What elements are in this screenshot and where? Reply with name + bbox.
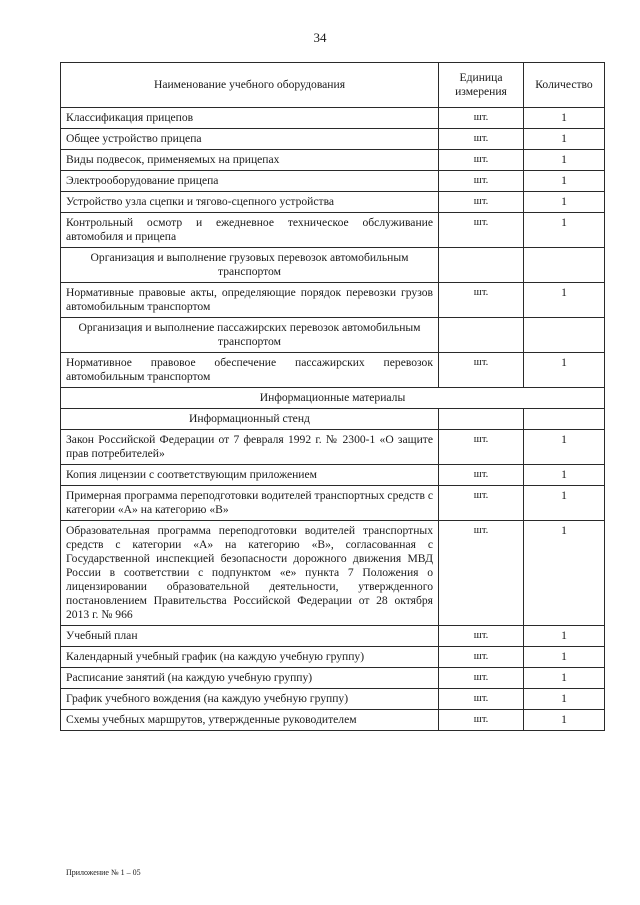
item-quantity: 1 — [524, 353, 605, 388]
item-unit: шт. — [439, 283, 524, 318]
table-row — [61, 465, 605, 486]
subsection-heading: Информационный стенд — [61, 409, 439, 430]
item-unit: шт. — [439, 213, 524, 248]
item-name: Копия лицензии с соответствующим приложением — [61, 465, 439, 486]
item-quantity: 1 — [524, 521, 605, 626]
item-quantity: 1 — [524, 192, 605, 213]
section-row — [61, 318, 605, 353]
header-quantity: Количество — [524, 63, 605, 108]
table-row — [61, 668, 605, 689]
footer-note: Приложение № 1 – 05 — [66, 868, 141, 877]
item-quantity: 1 — [524, 710, 605, 731]
table-row — [61, 353, 605, 388]
table-row — [61, 213, 605, 248]
item-name: График учебного вождения (на каждую учебную группу) — [61, 689, 439, 710]
item-quantity: 1 — [524, 689, 605, 710]
table-row — [61, 192, 605, 213]
item-unit: шт. — [439, 647, 524, 668]
item-quantity: 1 — [524, 465, 605, 486]
section-heading: Организация и выполнение грузовых перевозок автомобильным транспортом — [61, 248, 439, 283]
item-quantity: 1 — [524, 283, 605, 318]
item-unit: шт. — [439, 430, 524, 465]
item-name: Электрооборудование прицепа — [61, 171, 439, 192]
item-unit — [439, 409, 524, 430]
item-unit: шт. — [439, 353, 524, 388]
item-name: Закон Российской Федерации от 7 февраля 1992 г. № 2300-1 «О защите прав потребителей» — [61, 430, 439, 465]
item-quantity — [524, 248, 605, 283]
item-unit: шт. — [439, 710, 524, 731]
table-row — [61, 521, 605, 626]
item-name: Расписание занятий (на каждую учебную группу) — [61, 668, 439, 689]
item-quantity: 1 — [524, 626, 605, 647]
item-unit — [439, 318, 524, 353]
table-row — [61, 486, 605, 521]
item-quantity: 1 — [524, 486, 605, 521]
item-unit: шт. — [439, 465, 524, 486]
item-name: Образовательная программа переподготовки водителей транспортных средств с категории «А» на категорию «В», согласованная с Государственной инспекцией безопасности дорожного движения МВД России в соответствии с подпунктом «е» пункта 7 Положения о лицензировании образовательной деятельности, утвержденного постановлением Правительства Российской Федерации от 28 октября 2013 г. № 966 — [61, 521, 439, 626]
item-name: Классификация прицепов — [61, 108, 439, 129]
table-header-row — [61, 63, 605, 108]
table-row — [61, 108, 605, 129]
item-quantity: 1 — [524, 108, 605, 129]
header-unit: Единица измерения — [439, 63, 524, 108]
item-name: Устройство узла сцепки и тягово-сцепного устройства — [61, 192, 439, 213]
item-name: Виды подвесок, применяемых на прицепах — [61, 150, 439, 171]
item-name: Общее устройство прицепа — [61, 129, 439, 150]
table-row — [61, 710, 605, 731]
item-unit: шт. — [439, 486, 524, 521]
table-row — [61, 283, 605, 318]
item-unit — [439, 248, 524, 283]
section-row — [61, 409, 605, 430]
item-unit: шт. — [439, 192, 524, 213]
table-row — [61, 430, 605, 465]
item-unit: шт. — [439, 129, 524, 150]
table-row — [61, 171, 605, 192]
item-name: Нормативное правовое обеспечение пассажирских перевозок автомобильным транспортом — [61, 353, 439, 388]
item-quantity: 1 — [524, 430, 605, 465]
header-name: Наименование учебного оборудования — [61, 63, 439, 108]
item-quantity: 1 — [524, 647, 605, 668]
item-unit: шт. — [439, 626, 524, 647]
table-row — [61, 689, 605, 710]
item-quantity: 1 — [524, 213, 605, 248]
equipment-table — [60, 62, 605, 731]
item-name: Нормативные правовые акты, определяющие порядок перевозки грузов автомобильным транспортом — [61, 283, 439, 318]
item-quantity: 1 — [524, 150, 605, 171]
item-name: Примерная программа переподготовки водителей транспортных средств с категории «А» на категорию «В» — [61, 486, 439, 521]
section-heading: Информационные материалы — [61, 388, 605, 409]
item-quantity — [524, 318, 605, 353]
item-name: Схемы учебных маршрутов, утвержденные руководителем — [61, 710, 439, 731]
item-unit: шт. — [439, 150, 524, 171]
section-row — [61, 248, 605, 283]
item-name: Календарный учебный график (на каждую учебную группу) — [61, 647, 439, 668]
table-row — [61, 150, 605, 171]
item-name: Контрольный осмотр и ежедневное техническое обслуживание автомобиля и прицепа — [61, 213, 439, 248]
item-unit: шт. — [439, 668, 524, 689]
table-row — [61, 626, 605, 647]
item-unit: шт. — [439, 171, 524, 192]
page-number: 34 — [313, 30, 327, 45]
item-quantity: 1 — [524, 668, 605, 689]
item-name: Учебный план — [61, 626, 439, 647]
section-heading: Организация и выполнение пассажирских перевозок автомобильным транспортом — [61, 318, 439, 353]
item-quantity: 1 — [524, 129, 605, 150]
item-unit: шт. — [439, 689, 524, 710]
table-row — [61, 129, 605, 150]
table-row — [61, 647, 605, 668]
item-quantity: 1 — [524, 171, 605, 192]
item-unit: шт. — [439, 521, 524, 626]
item-quantity — [524, 409, 605, 430]
section-row — [61, 388, 605, 409]
item-unit: шт. — [439, 108, 524, 129]
